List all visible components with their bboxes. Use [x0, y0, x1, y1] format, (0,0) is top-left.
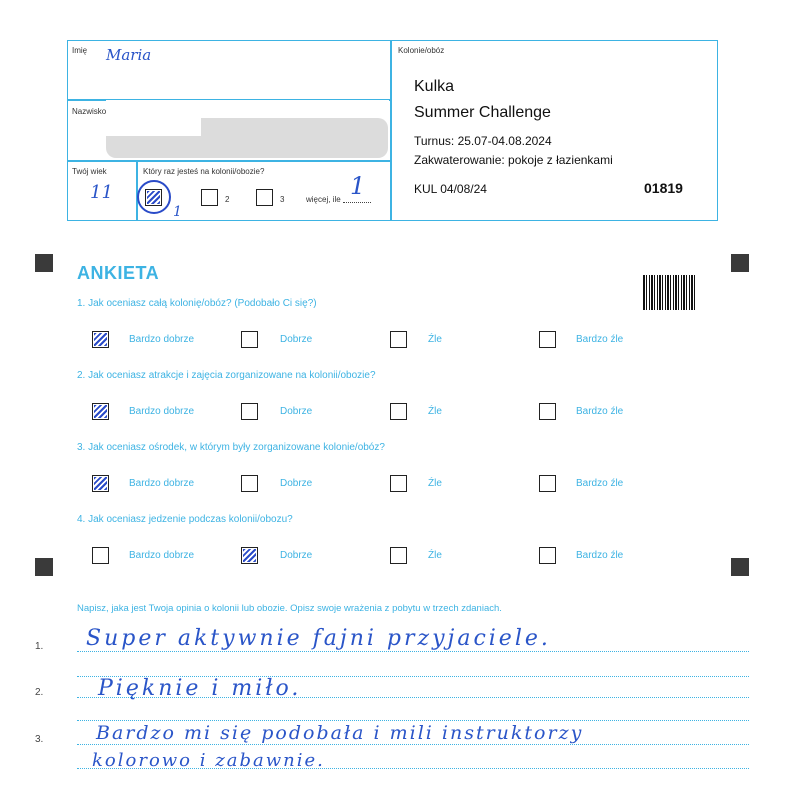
- camp-name-line2: Summer Challenge: [414, 104, 551, 121]
- kolonia-label: Kolonie/obóz: [398, 46, 445, 55]
- q1-option-dobrze[interactable]: [241, 331, 258, 348]
- q1-option-zle[interactable]: [390, 331, 407, 348]
- registration-mark: [731, 254, 749, 272]
- imie-label: Imię: [72, 46, 88, 55]
- q4-label-dobrze: Dobrze: [280, 550, 313, 561]
- q2-option-bardzo-zle[interactable]: [539, 403, 556, 420]
- answer-line: [77, 651, 749, 652]
- q4-option-zle[interactable]: [390, 547, 407, 564]
- wiek-label: Twój wiek: [72, 167, 107, 176]
- opinion-prompt: Napisz, jaka jest Twoja opinia o kolonii lub obozie. Opisz swoje wrażenia z pobytu w trzech zdaniach.: [77, 603, 502, 614]
- wiek-value[interactable]: 11: [90, 182, 113, 203]
- question-4: 4. Jak oceniasz jedzenie podczas kolonii/obozu?: [77, 514, 293, 525]
- line-number-2: 2.: [35, 687, 44, 698]
- q1-label-zle: Źle: [428, 334, 442, 345]
- q4-label-zle: Źle: [428, 550, 442, 561]
- question-1: 1. Jak oceniasz całą kolonię/obóz? (Podobało Ci się?): [77, 298, 317, 309]
- barcode: [643, 275, 697, 310]
- line-number-1: 1.: [35, 641, 44, 652]
- wiecej-dotted-line: [343, 202, 371, 203]
- visit-count-checkbox-3[interactable]: [256, 189, 273, 206]
- q1-label-bardzo-zle: Bardzo źle: [576, 334, 624, 345]
- redaction-mask: [106, 100, 201, 136]
- q3-label-bardzo-dobrze: Bardzo dobrze: [129, 478, 195, 489]
- q3-option-zle[interactable]: [390, 475, 407, 492]
- visit-count-label-1: 1: [173, 204, 182, 220]
- registration-mark: [35, 254, 53, 272]
- camp-kul-code: KUL 04/08/24: [414, 182, 487, 196]
- q2-option-dobrze[interactable]: [241, 403, 258, 420]
- question-3: 3. Jak oceniasz ośrodek, w którym były zorganizowane kolonie/obóz?: [77, 442, 385, 453]
- answer-text-2[interactable]: Pięknie i miło.: [98, 676, 302, 701]
- q2-option-bardzo-dobrze[interactable]: [92, 403, 109, 420]
- q3-option-dobrze[interactable]: [241, 475, 258, 492]
- q2-label-zle: Źle: [428, 406, 442, 417]
- registration-mark: [35, 558, 53, 576]
- q1-option-bardzo-dobrze[interactable]: [92, 331, 109, 348]
- q3-label-bardzo-zle: Bardzo źle: [576, 478, 624, 489]
- q1-label-dobrze: Dobrze: [280, 334, 313, 345]
- wiecej-value[interactable]: 1: [350, 172, 366, 200]
- q2-option-zle[interactable]: [390, 403, 407, 420]
- answer-text-4[interactable]: kolorowo i zabawnie.: [92, 750, 325, 771]
- registration-mark: [731, 558, 749, 576]
- header-divider-surname: [67, 160, 390, 162]
- answer-line: [77, 720, 749, 721]
- camp-turnus: Turnus: 25.07-04.08.2024: [414, 134, 552, 148]
- visit-count-checkbox-2[interactable]: [201, 189, 218, 206]
- q1-option-bardzo-zle[interactable]: [539, 331, 556, 348]
- q2-label-bardzo-zle: Bardzo źle: [576, 406, 624, 417]
- question-2: 2. Jak oceniasz atrakcje i zajęcia zorganizowane na kolonii/obozie?: [77, 370, 376, 381]
- q4-label-bardzo-dobrze: Bardzo dobrze: [129, 550, 195, 561]
- header-divider-vertical: [390, 40, 392, 221]
- q3-label-zle: Źle: [428, 478, 442, 489]
- q4-label-bardzo-zle: Bardzo źle: [576, 550, 624, 561]
- q4-option-bardzo-zle[interactable]: [539, 547, 556, 564]
- imie-value[interactable]: Maria: [106, 46, 152, 64]
- q3-option-bardzo-dobrze[interactable]: [92, 475, 109, 492]
- visit-count-label-2: 2: [225, 195, 230, 204]
- q3-option-bardzo-zle[interactable]: [539, 475, 556, 492]
- ktory-raz-label: Który raz jesteś na kolonii/obozie?: [143, 167, 265, 176]
- redaction-mask: [199, 100, 389, 118]
- nazwisko-label: Nazwisko: [72, 107, 107, 116]
- camp-name-line1: Kulka: [414, 78, 455, 95]
- line-number-3: 3.: [35, 734, 44, 745]
- q4-option-dobrze[interactable]: [241, 547, 258, 564]
- q2-label-dobrze: Dobrze: [280, 406, 313, 417]
- answer-line: [77, 744, 749, 745]
- answer-text-1[interactable]: Super aktywnie fajni przyjaciele.: [86, 626, 551, 651]
- q1-label-bardzo-dobrze: Bardzo dobrze: [129, 334, 195, 345]
- q3-label-dobrze: Dobrze: [280, 478, 313, 489]
- camp-zakwaterowanie: Zakwaterowanie: pokoje z łazienkami: [414, 153, 613, 167]
- document-number: 01819: [644, 180, 683, 196]
- answer-text-3[interactable]: Bardzo mi się podobała i mili instruktorzy: [96, 722, 584, 744]
- circle-mark: [137, 180, 171, 214]
- survey-title: ANKIETA: [77, 263, 160, 283]
- q4-option-bardzo-dobrze[interactable]: [92, 547, 109, 564]
- q2-label-bardzo-dobrze: Bardzo dobrze: [129, 406, 195, 417]
- visit-count-label-3: 3: [280, 195, 285, 204]
- wiecej-label: więcej, ile: [306, 195, 341, 204]
